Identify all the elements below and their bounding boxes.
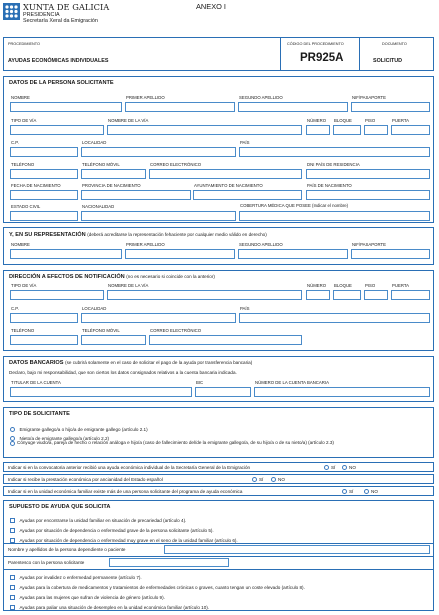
dependent-field[interactable] [164, 545, 430, 554]
no-radio-icon[interactable] [271, 477, 276, 482]
rep-nif-label: NIF/PASAPORTE [352, 242, 386, 247]
applicant-type-option-label: Nieto/a de emigrante gallego/a (artículo 2.2) [19, 436, 110, 442]
radio-circle-icon[interactable] [10, 441, 15, 446]
bank-note: (se cubrirá solamente en el caso de solicitar el pago de la ayuda por transferencia bancaria) [65, 360, 253, 365]
applicant-type-option-label: Emigrante gallego/a o hijo/a de emigrante gallego (artículo 2.1) [19, 427, 148, 433]
logo [3, 3, 20, 20]
cobertura-field[interactable] [239, 211, 430, 221]
aid-option-label: Ayudas por situación de dependencia o enfermedad muy grave en el seno de la unidad familiar (artículo 6). [19, 538, 238, 544]
bank-title-text: DATOS BANCARIOS [9, 360, 64, 366]
localidad-field[interactable] [81, 147, 236, 157]
pais-field[interactable] [239, 147, 430, 157]
telefono-label: TELÉFONO [11, 162, 35, 167]
telefono-field[interactable] [10, 169, 78, 179]
applicant-type-section [3, 407, 434, 458]
numero-field[interactable] [306, 125, 330, 135]
localidad-label: LOCALIDAD [82, 140, 107, 145]
xunta-logo-icon [3, 3, 20, 20]
not-pais-label: PAÍS [240, 306, 250, 311]
applicant-section [3, 76, 434, 223]
question-row [3, 462, 434, 472]
email-field[interactable] [149, 169, 302, 179]
yes-radio-icon[interactable] [342, 489, 347, 494]
aid-option[interactable] [10, 599, 209, 615]
not-cp-field[interactable] [10, 313, 78, 323]
sub-department: Secretaría Xeral da Emigración [23, 18, 98, 24]
titular-field[interactable] [10, 387, 192, 397]
document-label: DOCUMENTO [382, 42, 407, 46]
piso-field[interactable] [364, 125, 388, 135]
procedure-name: AYUDAS ECONÓMICAS INDIVIDUALES [8, 58, 109, 64]
pais-nac-field[interactable] [306, 190, 430, 200]
piso-label: PISO [365, 118, 376, 123]
movil-field[interactable] [81, 169, 146, 179]
not-movil-field[interactable] [81, 335, 146, 345]
aid-option-label: Ayudas por invalidez o enfermedad permanente (artículo 7). [19, 575, 142, 581]
not-movil-label: TELÉFONO MÓVIL [82, 328, 120, 333]
tipo-via-field[interactable] [10, 125, 104, 135]
representation-note: (deberá acreditarse la representación fehaciente por cualquier medio válido en derecho) [87, 232, 267, 237]
dni-pais-field[interactable] [306, 169, 430, 179]
not-puerta-field[interactable] [391, 290, 430, 300]
aid-option-label: Ayudas por situación de dependencia o enfermedad grave de la persona solicitante (artículo 5). [19, 528, 214, 534]
question-row [3, 486, 434, 496]
not-puerta-label: PUERTA [392, 283, 410, 288]
nacionalidad-label: NACIONALIDAD [82, 204, 115, 209]
estado-civil-field[interactable] [10, 211, 78, 221]
numero-label: NÚMERO [307, 118, 327, 123]
nombre-field[interactable] [10, 102, 122, 112]
not-numero-label: NÚMERO [307, 283, 327, 288]
aid-option-label: Ayudas para la cobertura de medicamentos y tratamientos de enfermedades crónicas o graves, cuanto tengan un coste elevado (artículo 8). [19, 585, 305, 591]
notification-section [3, 270, 434, 351]
applicant-type-option[interactable] [10, 440, 430, 446]
not-email-field[interactable] [149, 335, 302, 345]
apellido2-field[interactable] [238, 102, 348, 112]
not-localidad-label: LOCALIDAD [82, 306, 107, 311]
rep-apellido1-field[interactable] [125, 249, 235, 259]
rep-apellido2-field[interactable] [238, 249, 348, 259]
pais-label: PAÍS [240, 140, 250, 145]
rep-nombre-field[interactable] [10, 249, 122, 259]
question-text: Indicar si en la unidad económica familiar existe más de una persona solicitante del programa de ayuda económica [8, 489, 243, 494]
ayto-nac-field[interactable] [193, 190, 302, 200]
nombre-via-field[interactable] [107, 125, 302, 135]
no-label: NO [371, 489, 378, 494]
apellido1-field[interactable] [125, 102, 235, 112]
no-label: NO [278, 477, 285, 482]
prov-nac-label: PROVINCIA DE NACIMIENTO [82, 183, 141, 188]
not-piso-label: PISO [365, 283, 376, 288]
relation-label: Parentesco con la persona solicitante [8, 560, 85, 565]
no-radio-icon[interactable] [342, 465, 347, 470]
applicant-title: DATOS DE LA PERSONA SOLICITANTE [9, 80, 114, 86]
cuenta-label: NÚMERO DE LA CUENTA BANCARIA [255, 380, 329, 385]
aid-option-label: Ayudas para paliar una situación de desempleo en la unidad económica familiar (artículo 10). [19, 605, 210, 611]
department: PRESIDENCIA [23, 12, 60, 18]
apellido2-label: SEGUNDO APELLIDO [239, 95, 283, 100]
not-nombre-via-field[interactable] [107, 290, 302, 300]
not-tipo-via-label: TIPO DE VÍA [11, 283, 37, 288]
document-type: SOLICITUD [373, 58, 403, 64]
apellido1-label: PRIMER APELLIDO [126, 95, 165, 100]
movil-label: TELÉFONO MÓVIL [82, 162, 120, 167]
notification-note: (no es necesario si coincide con la anterior) [126, 274, 215, 279]
nombre-label: NOMBRE [11, 95, 30, 100]
dni-pais-label: DNI PAÍS DE RESIDENCIA [307, 162, 360, 167]
cp-label: C.P. [11, 140, 19, 145]
puerta-field[interactable] [391, 125, 430, 135]
fecha-nac-field[interactable] [10, 190, 78, 200]
not-telefono-label: TELÉFONO [11, 328, 35, 333]
not-nombre-via-label: NOMBRE DE LA VÍA [108, 283, 149, 288]
checkbox-icon[interactable] [10, 605, 15, 610]
bloque-label: BLOQUE [334, 118, 352, 123]
rep-apellido2-label: SEGUNDO APELLIDO [239, 242, 283, 247]
nif-field[interactable] [351, 102, 430, 112]
rep-nombre-label: NOMBRE [11, 242, 30, 247]
estado-civil-label: ESTADO CIVIL [11, 204, 41, 209]
bank-title [9, 360, 252, 366]
logo-text: XUNTA DE GALICIA [23, 2, 110, 12]
cobertura-label: COBERTURA MÉDICA QUE POSEE (Indicar el nombre) [240, 203, 349, 208]
procedure-header [3, 37, 434, 71]
question-text: Indicar si en la convocatoria anterior recibió una ayuda económica individual de la Secretaría General de la Emigración [8, 465, 251, 470]
bank-declaration: Declaro, bajo mi responsabilidad, que son ciertos los datos consignados relativos a la cuenta bancaria indicada. [9, 370, 237, 375]
notification-title-text: DIRECCIÓN A EFECTOS DE NOTIFICACIÓN [9, 274, 125, 280]
aid-section [3, 500, 434, 611]
procedure-code-label: CÓDIGO DEL PROCEDIMIENTO [287, 42, 344, 46]
relation-field[interactable] [109, 558, 229, 567]
bic-field[interactable] [195, 387, 251, 397]
notification-title [9, 274, 215, 280]
not-email-label: CORREO ELECTRÓNICO [150, 328, 202, 333]
not-localidad-field[interactable] [81, 313, 236, 323]
yes-label: SÍ [259, 477, 264, 482]
yes-radio-icon[interactable] [324, 465, 329, 470]
applicant-type-option-label: Cónyuge viudo/a, pareja de hecho o relación análoga e hijo/a (caso de fallecimiento del/de la emigrante gallego/a, de su hijo/a o de su nieto/a) (artículo 2.3) [17, 440, 334, 445]
not-tipo-via-field[interactable] [10, 290, 104, 300]
not-bloque-field[interactable] [333, 290, 361, 300]
email-label: CORREO ELECTRÓNICO [150, 162, 202, 167]
bloque-field[interactable] [333, 125, 361, 135]
titular-label: TITULAR DE LA CUENTA [11, 380, 61, 385]
annex-title: ANEXO I [196, 2, 226, 11]
nif-label: NIF/PASAPORTE [352, 95, 386, 100]
procedure-code: PR925A [300, 52, 344, 64]
nacionalidad-field[interactable] [81, 211, 236, 221]
prov-nac-field[interactable] [81, 190, 191, 200]
puerta-label: PUERTA [392, 118, 410, 123]
representation-section [3, 227, 434, 265]
tipo-via-label: TIPO DE VÍA [11, 118, 37, 123]
representation-title-text: Y, EN SU REPRESENTACIÓN [9, 232, 86, 238]
aid-option-label: Ayudas por encontrarse la unidad familiar en situación de precariedad (artículo 4). [19, 518, 187, 524]
aid-title: SUPUESTO DE AYUDA QUE SOLICITA [9, 504, 111, 510]
rep-apellido1-label: PRIMER APELLIDO [126, 242, 165, 247]
aid-option-label: Ayudas para las mujeres que sufran de violencia de género (artículo 9). [19, 595, 165, 601]
fecha-nac-label: FECHA DE NACIMIENTO [11, 183, 61, 188]
rep-nif-field[interactable] [351, 249, 430, 259]
applicant-type-title: TIPO DE SOLICITANTE [9, 411, 70, 417]
bic-label: BIC [196, 380, 204, 385]
cuenta-field[interactable] [254, 387, 430, 397]
yes-label: SÍ [331, 465, 336, 470]
pais-nac-label: PAÍS DE NACIMIENTO [307, 183, 352, 188]
question-row [3, 474, 434, 484]
cp-field[interactable] [10, 147, 78, 157]
yes-label: SÍ [349, 489, 354, 494]
nombre-via-label: NOMBRE DE LA VÍA [108, 118, 149, 123]
procedure-label: PROCEDIMIENTO [8, 42, 40, 46]
no-label: NO [349, 465, 356, 470]
no-radio-icon[interactable] [364, 489, 369, 494]
not-cp-label: C.P. [11, 306, 19, 311]
not-pais-field[interactable] [239, 313, 430, 323]
dependent-label: Nombre y apellidos de la persona dependiente o paciente [8, 547, 126, 552]
bank-section [3, 356, 434, 402]
not-bloque-label: BLOQUE [334, 283, 352, 288]
not-piso-field[interactable] [364, 290, 388, 300]
not-numero-field[interactable] [306, 290, 330, 300]
question-text: Indicar si recibe la prestación económica por ancianidad del Estado español [8, 477, 163, 482]
representation-title [9, 232, 267, 238]
yes-radio-icon[interactable] [252, 477, 257, 482]
not-telefono-field[interactable] [10, 335, 78, 345]
ayto-nac-label: AYUNTAMIENTO DE NACIMIENTO [194, 183, 263, 188]
